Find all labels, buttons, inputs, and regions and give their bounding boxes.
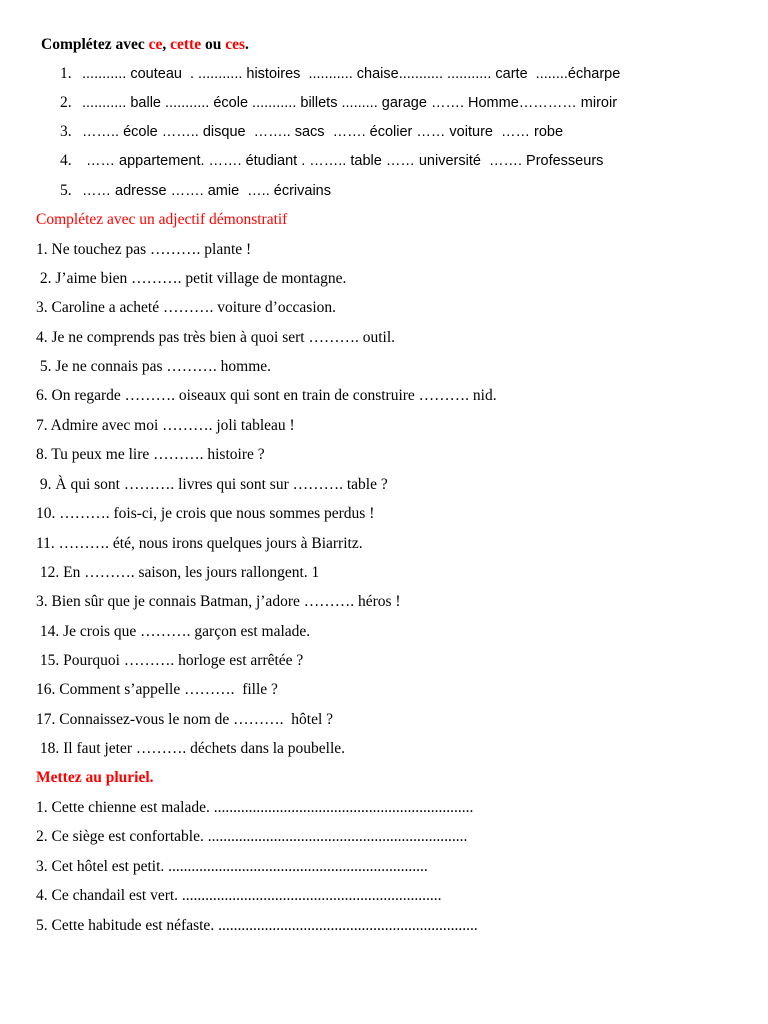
plural-sentence: 3. Cet hôtel est petit. ................................................................... xyxy=(36,858,428,875)
list-item-text: …… appartement. ……. étudiant . …….. table …… université ……. Professeurs xyxy=(82,153,604,169)
plural-sentence: 4. Ce chandail est vert. ................................................................... xyxy=(36,887,442,904)
exercise-sentence: 3. Caroline a acheté ………. voiture d’occasion. xyxy=(36,299,336,316)
exercise-sentence: 16. Comment s’appelle ………. fille ? xyxy=(36,681,278,698)
exercise-sentence: 9. À qui sont ………. livres qui sont sur ………. table ? xyxy=(36,476,388,493)
exercise-sentence: 17. Connaissez-vous le nom de ………. hôtel ? xyxy=(36,711,334,728)
exercise-sentence: 4. Je ne comprends pas très bien à quoi sert ………. outil. xyxy=(36,329,396,346)
exercise-sentence: 3. Bien sûr que je connais Batman, j’adore ………. héros ! xyxy=(36,593,401,610)
list-item xyxy=(60,151,603,171)
exercise-sentence: 1. Ne touchez pas ………. plante ! xyxy=(36,241,252,258)
list-item xyxy=(60,122,563,142)
section2-title: Complétez avec un adjectif démonstratif xyxy=(36,211,288,228)
exercise-sentence: 18. Il faut jeter ………. déchets dans la poubelle. xyxy=(36,740,346,757)
plural-sentence: 5. Cette habitude est néfaste. ................................................................... xyxy=(36,917,478,934)
list-item xyxy=(60,93,617,113)
list-item-number: 1. xyxy=(60,65,72,82)
word-ce: ce xyxy=(148,36,163,53)
word-ou: ou xyxy=(201,36,226,53)
plural-sentence: 2. Ce siège est confortable. ................................................................... xyxy=(36,828,468,845)
word-ces: ces xyxy=(225,36,245,53)
exercise-sentence: 7. Admire avec moi ………. joli tableau ! xyxy=(36,417,295,434)
word-cette: cette xyxy=(170,36,202,53)
exercise-sentence: 8. Tu peux me lire ………. histoire ? xyxy=(36,446,265,463)
exercise-sentence: 10. ………. fois-ci, je crois que nous sommes perdus ! xyxy=(36,505,375,522)
section1-title xyxy=(41,35,249,55)
comma: , xyxy=(162,36,171,53)
title-prefix: Complétez avec xyxy=(41,36,149,53)
exercise-sentence: 12. En ………. saison, les jours rallongent. 1 xyxy=(36,564,320,581)
list-item-number: 3. xyxy=(60,123,72,140)
exercise-sentence: 11. ………. été, nous irons quelques jours à Biarritz. xyxy=(36,535,363,552)
list-item-number: 5. xyxy=(60,182,72,199)
list-item-text: ........... couteau . ........... histoires ........... chaise........... ........... carte ........écharpe xyxy=(82,66,621,82)
list-item-number: 4. xyxy=(60,152,72,169)
section3-title: Mettez au pluriel. xyxy=(36,769,154,786)
title-period: . xyxy=(245,36,249,53)
exercise-sentence: 5. Je ne connais pas ………. homme. xyxy=(36,358,272,375)
list-item xyxy=(60,64,620,84)
list-item-number: 2. xyxy=(60,94,72,111)
list-item-text: …….. école …….. disque …….. sacs ……. écolier …… voiture …… robe xyxy=(82,124,564,140)
exercise-sentence: 2. J’aime bien ………. petit village de montagne. xyxy=(36,270,347,287)
list-item xyxy=(60,181,331,201)
exercise-sentence: 15. Pourquoi ………. horloge est arrêtée ? xyxy=(36,652,304,669)
list-item-text: …… adresse ……. amie ….. écrivains xyxy=(82,183,331,199)
list-item-text: ........... balle ........... école ........... billets ......... garage ……. Homme………… miroir xyxy=(82,95,618,111)
exercise-sentence: 6. On regarde ………. oiseaux qui sont en train de construire ………. nid. xyxy=(36,387,497,404)
plural-sentence: 1. Cette chienne est malade. ................................................................... xyxy=(36,799,474,816)
exercise-sentence: 14. Je crois que ………. garçon est malade. xyxy=(36,623,311,640)
